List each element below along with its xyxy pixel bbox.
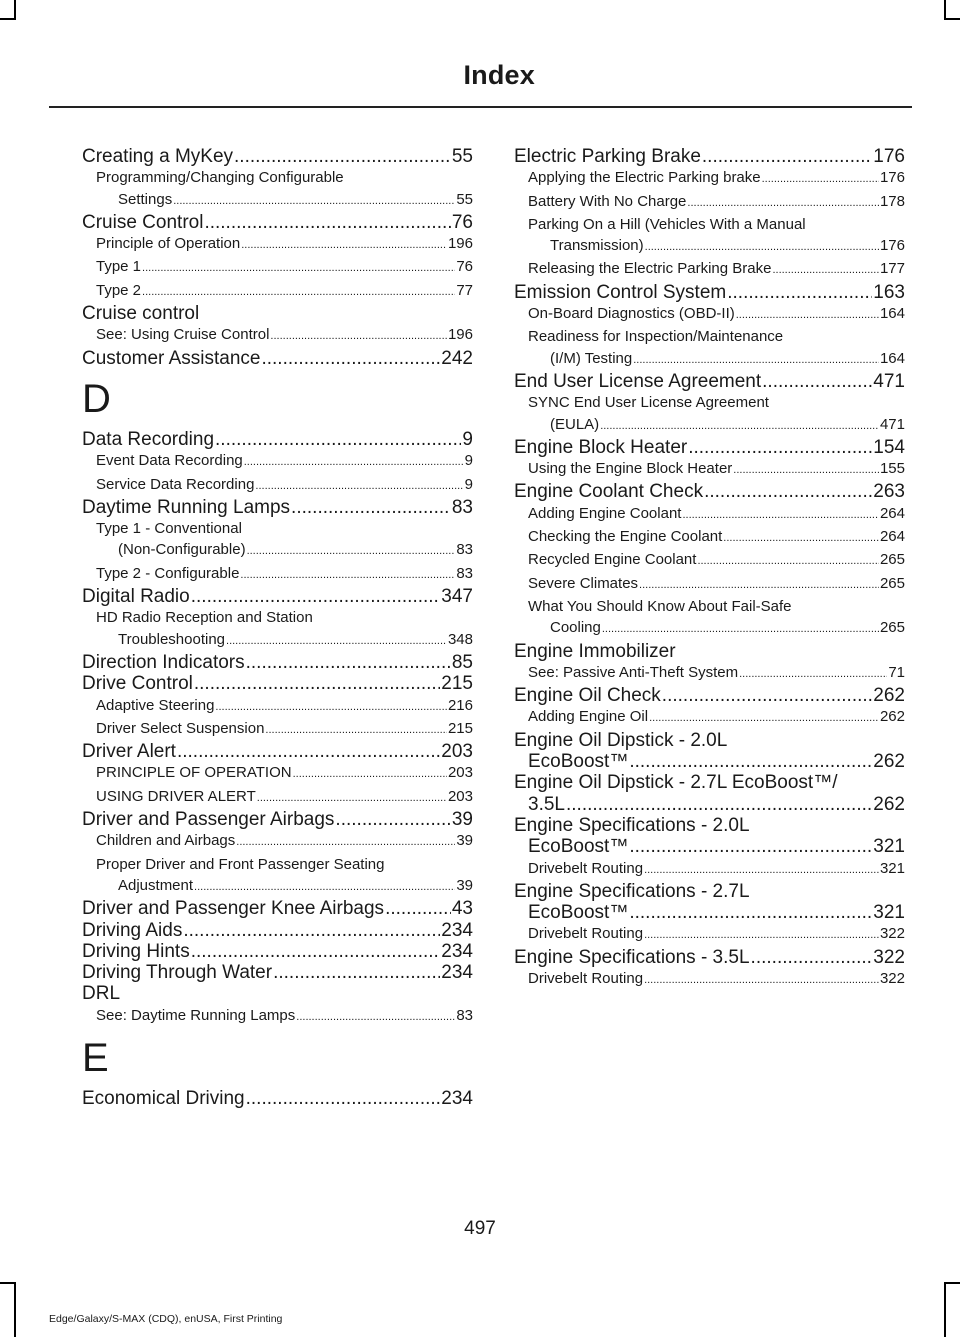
entry-label: See: Daytime Running Lamps — [96, 1006, 296, 1024]
dot-leader — [697, 551, 879, 572]
entry-label: Electric Parking Brake — [514, 146, 701, 167]
entry-label: Customer Assistance — [82, 347, 261, 369]
entry-label: Driver and Passenger Knee Airbags — [82, 898, 385, 920]
entry-label: (Non-Configurable) — [118, 541, 246, 559]
dot-leader — [177, 741, 440, 762]
entry-page-number: 262 — [873, 793, 905, 815]
dot-leader — [566, 794, 872, 815]
dot-leader — [649, 708, 879, 729]
dot-leader — [142, 258, 455, 279]
dot-leader — [194, 877, 455, 898]
entry-label: EcoBoost™ — [528, 751, 629, 773]
entry-label: EcoBoost™ — [528, 902, 629, 924]
index-subentry — [514, 303, 905, 326]
entry-label: (I/M) Testing — [550, 349, 633, 367]
index-entry — [514, 836, 905, 857]
index-subentry — [514, 706, 905, 729]
index-subentry — [82, 563, 473, 586]
dot-leader — [633, 350, 879, 371]
entry-label: Daytime Running Lamps — [82, 496, 291, 518]
index-subentry — [82, 280, 473, 303]
index-subentry — [514, 258, 905, 281]
entry-label: Driver Alert — [82, 741, 176, 763]
index-subentry: Programming/Changing Configurable — [96, 169, 344, 187]
index-entry — [82, 497, 473, 518]
index-subentry — [514, 414, 905, 437]
index-entry — [514, 794, 905, 815]
index-subentry — [514, 549, 905, 572]
entry-label: Applying the Electric Parking brake — [528, 169, 761, 187]
index-entry — [82, 212, 473, 233]
index-entry — [514, 902, 905, 923]
dot-leader — [602, 619, 879, 640]
index-subentry — [514, 348, 905, 371]
entry-page-number: 242 — [441, 347, 473, 369]
dot-leader — [644, 970, 879, 991]
index-entry — [82, 348, 473, 369]
dot-leader — [273, 962, 440, 983]
entry-page-number: 471 — [879, 415, 905, 433]
index-entry — [514, 437, 905, 458]
entry-label: Recycled Engine Coolant — [528, 551, 697, 569]
dot-leader — [644, 860, 879, 881]
entry-label: Driving Hints — [82, 940, 190, 962]
entry-page-number: 9 — [464, 475, 473, 493]
entry-label: Data Recording — [82, 428, 215, 450]
crop-mark — [14, 1282, 16, 1337]
index-subentry — [514, 968, 905, 991]
index-subentry — [82, 256, 473, 279]
index-subentry — [514, 858, 905, 881]
page-number: 497 — [464, 1218, 496, 1239]
dot-leader — [246, 1088, 441, 1109]
dot-leader — [762, 371, 872, 392]
dot-leader — [270, 326, 447, 347]
entry-label: Economical Driving — [82, 1087, 245, 1109]
entry-page-number: 83 — [451, 496, 473, 518]
entry-label: Releasing the Electric Parking Brake — [528, 260, 772, 278]
index-entry — [82, 652, 473, 673]
index-entry — [82, 673, 473, 694]
dot-leader — [246, 652, 451, 673]
entry-label: Drive Control — [82, 673, 193, 695]
dot-leader — [385, 898, 451, 919]
index-subentry — [82, 450, 473, 473]
index-entry — [82, 809, 473, 830]
index-subentry — [82, 539, 473, 562]
index-subentry: Parking On a Hill (Vehicles With a Manual — [528, 215, 806, 233]
index-entry: Engine Immobilizer — [514, 640, 676, 662]
dot-leader — [215, 429, 461, 450]
dot-leader — [702, 146, 872, 167]
entry-page-number: 39 — [451, 809, 473, 831]
entry-label: (EULA) — [550, 415, 600, 433]
index-entry: DRL — [82, 983, 121, 1005]
index-entry — [514, 481, 905, 502]
index-entry — [514, 947, 905, 968]
entry-page-number: 71 — [888, 663, 905, 681]
crop-mark — [944, 18, 960, 20]
entry-page-number: 263 — [873, 481, 905, 503]
index-subentry — [82, 324, 473, 347]
dot-leader — [215, 697, 447, 718]
index-subentry — [514, 503, 905, 526]
index-subentry — [514, 167, 905, 190]
dot-leader — [255, 476, 463, 497]
dot-leader — [240, 565, 455, 586]
entry-label: Direction Indicators — [82, 651, 245, 673]
entry-page-number: 176 — [873, 146, 905, 167]
entry-page-number: 43 — [451, 898, 473, 920]
dot-leader — [244, 452, 464, 473]
index-entry — [514, 685, 905, 706]
entry-page-number: 265 — [879, 551, 905, 569]
entry-page-number: 55 — [451, 146, 473, 167]
dot-leader — [241, 235, 447, 256]
index-subentry: Proper Driver and Front Passenger Seating — [96, 855, 385, 873]
dot-leader — [772, 260, 879, 281]
entry-page-number: 76 — [451, 211, 473, 233]
dot-leader — [236, 832, 455, 853]
entry-label: Adjustment — [118, 876, 194, 894]
entry-label: Type 1 — [96, 258, 142, 276]
entry-page-number: 265 — [879, 619, 905, 637]
dot-leader — [194, 673, 440, 694]
index-subentry — [514, 526, 905, 549]
entry-page-number: 203 — [447, 764, 473, 782]
entry-page-number: 163 — [873, 281, 905, 303]
entry-label: Principle of Operation — [96, 235, 241, 253]
index-subentry — [82, 830, 473, 853]
entry-page-number: 264 — [879, 504, 905, 522]
entry-page-number: 164 — [879, 349, 905, 367]
dot-leader — [291, 497, 451, 518]
crop-mark — [0, 1282, 16, 1284]
entry-page-number: 234 — [441, 962, 473, 984]
index-column-left — [82, 146, 473, 1109]
index-subentry: What You Should Know About Fail-Safe — [528, 597, 792, 615]
entry-page-number: 77 — [456, 281, 473, 299]
dot-leader — [682, 505, 879, 526]
entry-page-number: 196 — [447, 235, 473, 253]
entry-label: Cooling — [550, 619, 601, 637]
entry-label: Type 2 - Configurable — [96, 564, 240, 582]
index-entry — [82, 146, 473, 167]
entry-label: Transmission) — [550, 237, 644, 255]
entry-page-number: 76 — [456, 258, 473, 276]
entry-label: Creating a MyKey — [82, 146, 234, 167]
entry-label: Adaptive Steering — [96, 696, 215, 714]
entry-page-number: 9 — [464, 452, 473, 470]
dot-leader — [257, 788, 447, 809]
entry-label: Engine Block Heater — [514, 436, 688, 458]
entry-page-number: 265 — [879, 574, 905, 592]
entry-page-number: 264 — [879, 528, 905, 546]
crop-mark — [944, 1282, 960, 1284]
entry-label: See: Using Cruise Control — [96, 326, 270, 344]
index-subentry — [82, 233, 473, 256]
entry-label: PRINCIPLE OF OPERATION — [96, 764, 292, 782]
index-entry: Engine Oil Dipstick - 2.0L — [514, 729, 728, 751]
entry-page-number: 155 — [879, 460, 905, 478]
title-divider — [49, 106, 912, 108]
entry-label: Engine Specifications - 3.5L — [514, 946, 750, 968]
dot-leader — [704, 481, 872, 502]
entry-page-number: 322 — [873, 946, 905, 968]
entry-label: Adding Engine Coolant — [528, 504, 682, 522]
dot-leader — [629, 751, 872, 772]
index-subentry — [514, 617, 905, 640]
entry-page-number: 196 — [447, 326, 473, 344]
index-entry: Engine Specifications - 2.7L — [514, 880, 750, 902]
index-subentry: Readiness for Inspection/Maintenance — [528, 328, 784, 346]
index-subentry — [82, 695, 473, 718]
dot-leader — [204, 212, 450, 233]
dot-leader — [723, 528, 879, 549]
dot-leader — [142, 282, 455, 303]
index-entry — [514, 751, 905, 772]
index-subentry: HD Radio Reception and Station — [96, 609, 313, 627]
entry-page-number: 215 — [441, 673, 473, 695]
index-entry — [82, 741, 473, 762]
dot-leader — [173, 191, 455, 212]
dot-leader — [733, 460, 879, 481]
index-entry — [82, 586, 473, 607]
index-entry — [82, 429, 473, 450]
index-subentry — [514, 573, 905, 596]
dot-leader — [335, 809, 450, 830]
entry-page-number: 176 — [879, 169, 905, 187]
entry-label: Drivebelt Routing — [528, 925, 644, 943]
entry-page-number: 216 — [447, 696, 473, 714]
index-subentry — [514, 191, 905, 214]
entry-label: Driver and Passenger Airbags — [82, 809, 335, 831]
entry-page-number: 178 — [879, 192, 905, 210]
index-entry: Cruise control — [82, 303, 200, 325]
entry-page-number: 348 — [447, 630, 473, 648]
entry-page-number: 154 — [873, 436, 905, 458]
index-entry — [82, 898, 473, 919]
entry-page-number: 203 — [441, 741, 473, 763]
entry-label: Type 2 — [96, 281, 142, 299]
entry-label: Emission Control System — [514, 281, 727, 303]
dot-leader — [662, 685, 873, 706]
entry-label: Severe Climates — [528, 574, 639, 592]
index-entry — [82, 941, 473, 962]
entry-label: USING DRIVER ALERT — [96, 787, 256, 805]
entry-page-number: 55 — [456, 190, 473, 208]
entry-page-number: 39 — [456, 832, 473, 850]
entry-page-number: 262 — [873, 685, 905, 707]
entry-label: Digital Radio — [82, 586, 190, 608]
entry-page-number: 177 — [879, 260, 905, 278]
page-title: Index — [463, 60, 535, 90]
index-subentry — [82, 474, 473, 497]
index-entry — [82, 1088, 473, 1109]
dot-leader — [644, 925, 879, 946]
entry-label: EcoBoost™ — [528, 836, 629, 858]
entry-label: Driver Select Suspension — [96, 719, 265, 737]
dot-leader — [688, 437, 872, 458]
section-letter: D — [82, 376, 111, 421]
entry-page-number: 471 — [873, 370, 905, 392]
entry-page-number: 234 — [441, 940, 473, 962]
crop-mark — [944, 0, 946, 20]
entry-page-number: 39 — [456, 876, 473, 894]
entry-label: Checking the Engine Coolant — [528, 528, 723, 546]
index-subentry — [82, 189, 473, 212]
entry-label: Event Data Recording — [96, 452, 243, 470]
dot-leader — [727, 282, 872, 303]
dot-leader — [739, 664, 887, 685]
index-subentry — [82, 1005, 473, 1028]
entry-page-number: 321 — [879, 859, 905, 877]
dot-leader — [600, 416, 879, 437]
entry-label: Battery With No Charge — [528, 192, 687, 210]
entry-page-number: 85 — [451, 651, 473, 673]
entry-page-number: 215 — [447, 719, 473, 737]
dot-leader — [687, 193, 879, 214]
entry-page-number: 83 — [456, 564, 473, 582]
dot-leader — [191, 586, 441, 607]
index-subentry — [514, 662, 905, 685]
entry-page-number: 234 — [441, 919, 473, 941]
dot-leader — [762, 169, 879, 190]
index-subentry — [82, 875, 473, 898]
index-subentry — [82, 762, 473, 785]
dot-leader — [296, 1007, 455, 1028]
dot-leader — [265, 720, 447, 741]
entry-label: Cruise Control — [82, 211, 204, 233]
entry-page-number: 9 — [462, 428, 473, 450]
dot-leader — [736, 305, 879, 326]
index-entry: Engine Oil Dipstick - 2.7L EcoBoost™/ — [514, 772, 838, 794]
entry-label: Using the Engine Block Heater — [528, 460, 733, 478]
entry-label: Engine Oil Check — [514, 685, 661, 707]
entry-page-number: 322 — [879, 969, 905, 987]
index-entry — [514, 282, 905, 303]
entry-label: See: Passive Anti-Theft System — [528, 663, 739, 681]
entry-label: On-Board Diagnostics (OBD-II) — [528, 305, 735, 323]
crop-mark — [14, 0, 16, 20]
index-entry — [82, 920, 473, 941]
entry-label: Drivebelt Routing — [528, 859, 644, 877]
index-subentry — [82, 786, 473, 809]
dot-leader — [751, 947, 873, 968]
dot-leader — [247, 541, 456, 562]
entry-page-number: 262 — [873, 751, 905, 773]
entry-label: Settings — [118, 190, 173, 208]
index-entry — [82, 962, 473, 983]
entry-label: End User License Agreement — [514, 370, 762, 392]
crop-mark — [0, 18, 16, 20]
entry-label: Driving Through Water — [82, 962, 273, 984]
entry-label: Driving Aids — [82, 919, 183, 941]
index-entry — [514, 146, 905, 167]
dot-leader — [183, 920, 440, 941]
dot-leader — [645, 237, 879, 258]
dot-leader — [226, 631, 447, 652]
index-subentry — [82, 718, 473, 741]
entry-label: Children and Airbags — [96, 832, 236, 850]
index-subentry: Type 1 - Conventional — [96, 520, 242, 538]
entry-page-number: 262 — [879, 708, 905, 726]
index-subentry: SYNC End User License Agreement — [528, 394, 769, 412]
entry-label: 3.5L — [528, 793, 565, 815]
entry-page-number: 321 — [873, 902, 905, 924]
section-letter: E — [82, 1035, 109, 1080]
entry-label: Service Data Recording — [96, 475, 255, 493]
dot-leader — [639, 575, 879, 596]
index-subentry — [514, 235, 905, 258]
entry-page-number: 164 — [879, 305, 905, 323]
entry-page-number: 234 — [441, 1087, 473, 1109]
index-subentry — [514, 923, 905, 946]
entry-label: Adding Engine Oil — [528, 708, 649, 726]
crop-mark — [944, 1282, 946, 1337]
dot-leader — [234, 146, 451, 167]
entry-page-number: 83 — [456, 1006, 473, 1024]
dot-leader — [261, 348, 440, 369]
index-entry: Engine Specifications - 2.0L — [514, 814, 750, 836]
entry-page-number: 347 — [441, 586, 473, 608]
index-column-right — [514, 146, 905, 991]
index-subentry — [514, 458, 905, 481]
index-subentry — [82, 629, 473, 652]
dot-leader — [191, 941, 441, 962]
entry-label: Engine Coolant Check — [514, 481, 704, 503]
entry-page-number: 321 — [873, 836, 905, 858]
dot-leader — [293, 764, 447, 785]
entry-label: Troubleshooting — [118, 630, 226, 648]
entry-label: Drivebelt Routing — [528, 969, 644, 987]
entry-page-number: 83 — [456, 541, 473, 559]
dot-leader — [629, 836, 872, 857]
entry-page-number: 322 — [879, 925, 905, 943]
entry-page-number: 203 — [447, 787, 473, 805]
index-entry — [514, 371, 905, 392]
entry-page-number: 176 — [879, 237, 905, 255]
dot-leader — [629, 902, 872, 923]
edition-footer: Edge/Galaxy/S-MAX (CDQ), enUSA, First Printing — [49, 1313, 283, 1325]
